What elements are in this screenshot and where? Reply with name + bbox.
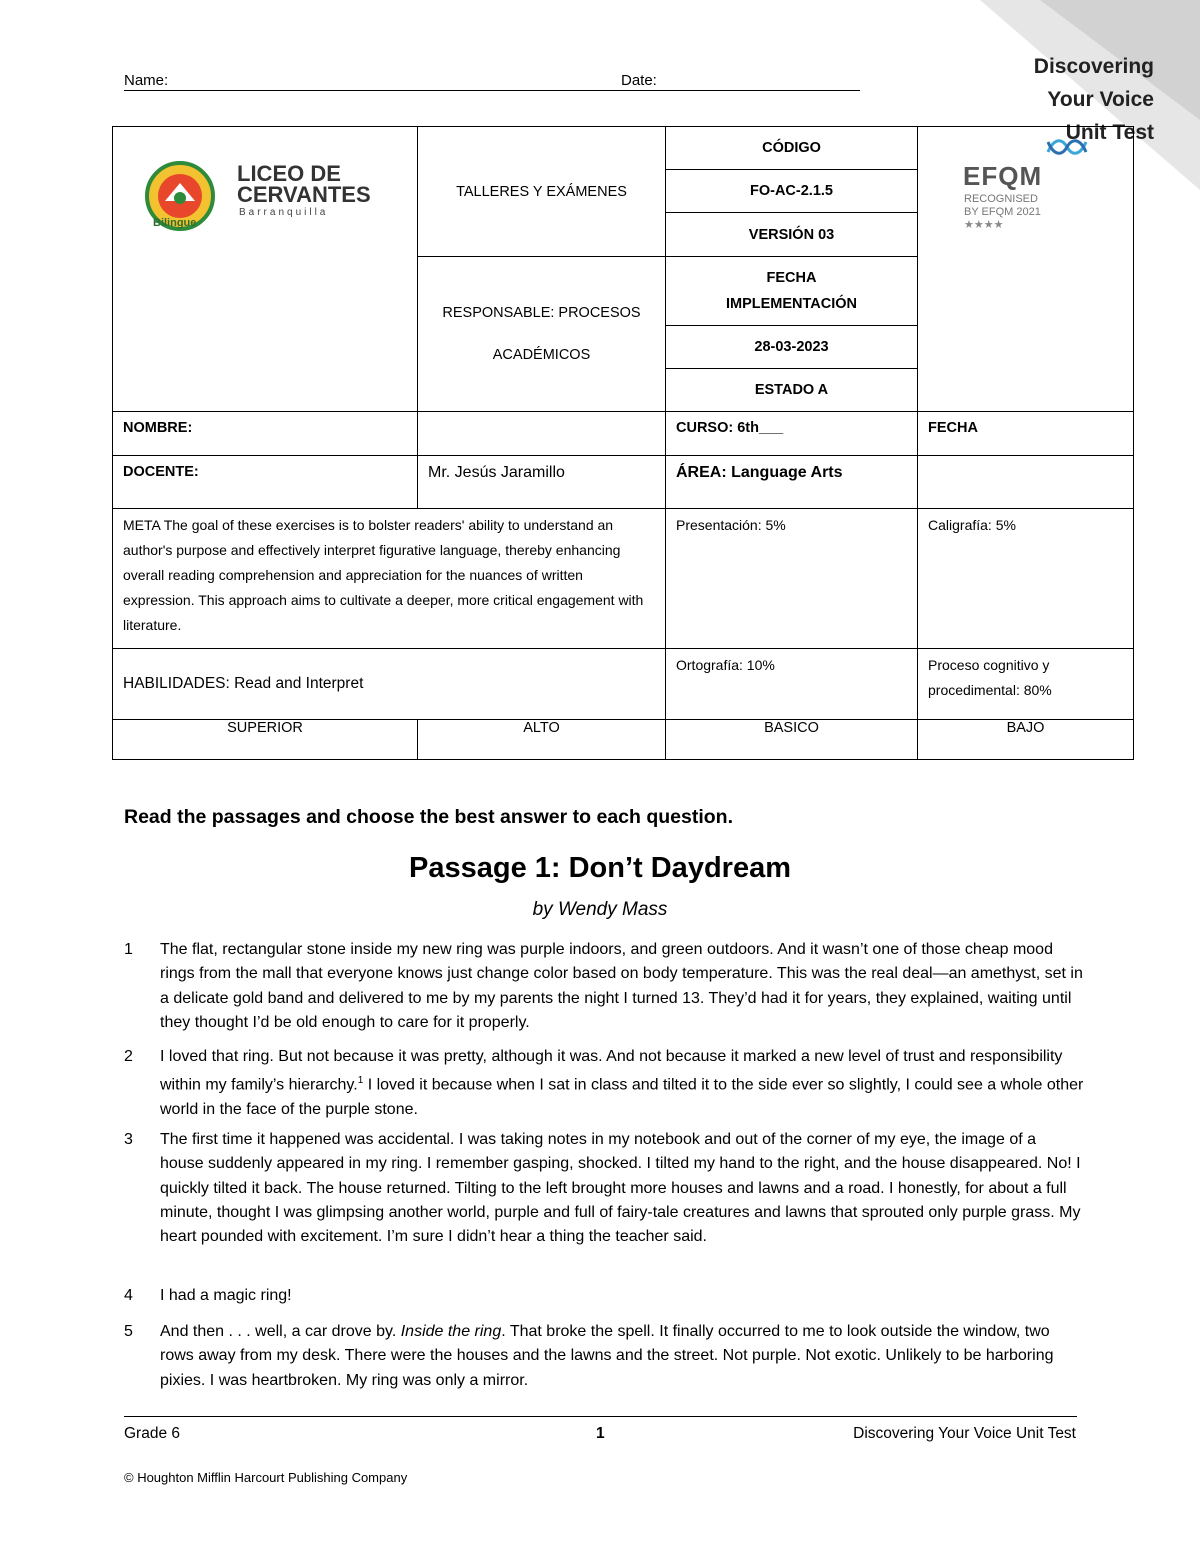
proceso: Proceso cognitivo y procedimental: 80% <box>918 649 1134 720</box>
school-name-line1: LICEO DE <box>237 161 341 186</box>
header-table <box>112 126 1134 760</box>
scale-bajo: BAJO <box>918 720 1134 760</box>
footer-title: Discovering Your Voice Unit Test <box>853 1425 1076 1442</box>
responsable-cell <box>418 257 666 412</box>
name-date-line <box>124 72 657 89</box>
passage-author: by Wendy Mass <box>532 899 668 920</box>
instructions: Read the passages and choose the best answer to each question. <box>124 806 734 828</box>
area-extra <box>918 456 1134 509</box>
paragraph-text: I had a magic ring! <box>160 1287 292 1304</box>
footer-copyright: © Houghton Mifflin Harcourt Publishing Company <box>124 1470 408 1485</box>
fecha-impl-line2: IMPLEMENTACIÓN <box>725 296 858 312</box>
passage-title: Passage 1: Don’t Daydream <box>409 852 791 884</box>
efqm-cell <box>918 127 1134 412</box>
unit-title-line: Unit Test <box>1065 121 1154 144</box>
paragraph <box>124 938 1084 1035</box>
school-badge: Bilingue <box>153 217 197 229</box>
responsable-line1: RESPONSABLE: PROCESOS <box>442 305 641 321</box>
nombre-label: NOMBRE: <box>113 412 418 456</box>
doc-type-cell <box>418 127 666 257</box>
codigo-value: FO-AC-2.1.5 <box>666 170 918 213</box>
paragraph-text-part: I loved it because when I sat in class and tilted it to the side ever so slightly, I could see a whole other world in the face of the purple stone. <box>160 1076 1084 1118</box>
school-logo <box>113 127 417 411</box>
efqm-recognised: RECOGNISED <box>964 193 1038 205</box>
caligrafia: Caligrafía: 5% <box>918 509 1134 649</box>
paragraph-number: 2 <box>124 1048 133 1065</box>
paragraph <box>124 1284 1084 1308</box>
version: VERSIÓN 03 <box>666 213 918 257</box>
school-city: Barranquilla <box>239 207 329 218</box>
fecha-implementacion-cell <box>666 257 918 326</box>
footer-grade: Grade 6 <box>124 1425 181 1442</box>
paragraph-number: 1 <box>124 941 133 958</box>
paragraph <box>124 1320 1084 1393</box>
presentacion: Presentación: 5% <box>666 509 918 649</box>
scale-alto: ALTO <box>418 720 666 760</box>
curso-label: CURSO: 6th___ <box>666 412 918 456</box>
efqm-stars: ★★★★ <box>964 219 1004 231</box>
fecha-impl-line1: FECHA <box>766 270 817 286</box>
footer-page-number: 1 <box>596 1425 605 1442</box>
paragraph-number: 4 <box>124 1287 133 1304</box>
paragraph-text: The first time it happened was accidental. I was taking notes in my notebook and out of the corner of my eye, the image of a house suddenly appeared in my ring. I remember gasping, shocked. I tilted my hand to the right, and the house disappeared. No! I quickly tilted it back. The house returned. Tilting to the left brought more houses and lawns and a road. I honestly, for about a full minute, thought I was glimpsing another world, purple and full of fairy-tale creatures and lawns that sprouted only purple grass. My heart pounded with excitement. I’m sure I didn’t hear a thing the teacher said. <box>160 1131 1081 1246</box>
unit-title-line: Discovering <box>1033 55 1154 78</box>
responsable-line2: ACADÉMICOS <box>492 347 591 363</box>
paragraph-text <box>160 1320 1084 1393</box>
efqm-logo: EFQM <box>963 161 1043 191</box>
meta-label: META <box>123 517 161 533</box>
paragraph <box>124 1128 1084 1249</box>
fecha-impl-value: 28-03-2023 <box>666 326 918 369</box>
nombre-field[interactable] <box>418 412 666 456</box>
paragraph-text-part: And then . . . well, a car drove by. <box>160 1323 401 1340</box>
fecha-label: FECHA <box>918 412 1134 456</box>
doc-type: TALLERES Y EXÁMENES <box>456 183 627 200</box>
paragraph <box>124 1045 1084 1122</box>
estado: ESTADO A <box>666 369 918 412</box>
area-label: ÁREA: Language Arts <box>666 456 918 509</box>
paragraph-number: 5 <box>124 1323 133 1340</box>
name-underline[interactable] <box>124 90 860 91</box>
school-name-line2: CERVANTES <box>237 182 371 207</box>
meta-text: The goal of these exercises is to bolster readers' ability to understand an author's purpose and effectively interpret figurative language, thereby enhancing overall reading comprehension and appreciation for the nuances of written expression. This approach aims to cultivate a deeper, more critical engagement with literature. <box>123 517 644 633</box>
efqm-year: BY EFQM 2021 <box>964 206 1041 218</box>
scale-superior: SUPERIOR <box>113 720 418 760</box>
footer-divider <box>124 1416 1077 1417</box>
footnote-marker[interactable]: 1 <box>357 1075 364 1087</box>
paragraph-text <box>160 1045 1084 1122</box>
unit-title-line: Your Voice <box>1047 88 1154 111</box>
codigo-label: CÓDIGO <box>666 127 918 170</box>
docente-label: DOCENTE: <box>113 456 418 509</box>
school-logo-cell <box>113 127 418 412</box>
meta-cell <box>113 509 666 649</box>
scale-basico: BASICO <box>666 720 918 760</box>
paragraph-text-part: I loved that ring. But not because it was pretty, although it was. And not because it marked a new level of trust and responsibility within my family’s hierarchy. <box>160 1048 1063 1094</box>
paragraph-text: The flat, rectangular stone inside my new ring was purple indoors, and green outdoors. And it wasn’t one of those cheap mood rings from the mall that everyone knows just change color based on body temperature. This was the real deal—an amethyst, set in a delicate gold band and delivered to me by my parents the night I turned 13. They’d had it for years, they explained, waiting until they thought I’d be old enough to care for it properly. <box>160 941 1083 1031</box>
paragraph-number: 3 <box>124 1131 133 1148</box>
paragraph-emphasis: Inside the ring <box>400 1323 502 1340</box>
paragraph-text-part: . That broke the spell. It finally occurred to me to look outside the window, two rows away from my desk. There were the houses and the lawns and the street. Not purple. Not exotic. Unlikely to be harboring pixies. I was heartbroken. My ring was only a mirror. <box>160 1323 1054 1389</box>
docente-value: Mr. Jesús Jaramillo <box>418 456 666 509</box>
habilidades: HABILIDADES: Read and Interpret <box>113 649 666 720</box>
date-label: Date: <box>621 72 657 89</box>
name-label: Name: <box>124 72 169 89</box>
ortografia: Ortografía: 10% <box>666 649 918 720</box>
